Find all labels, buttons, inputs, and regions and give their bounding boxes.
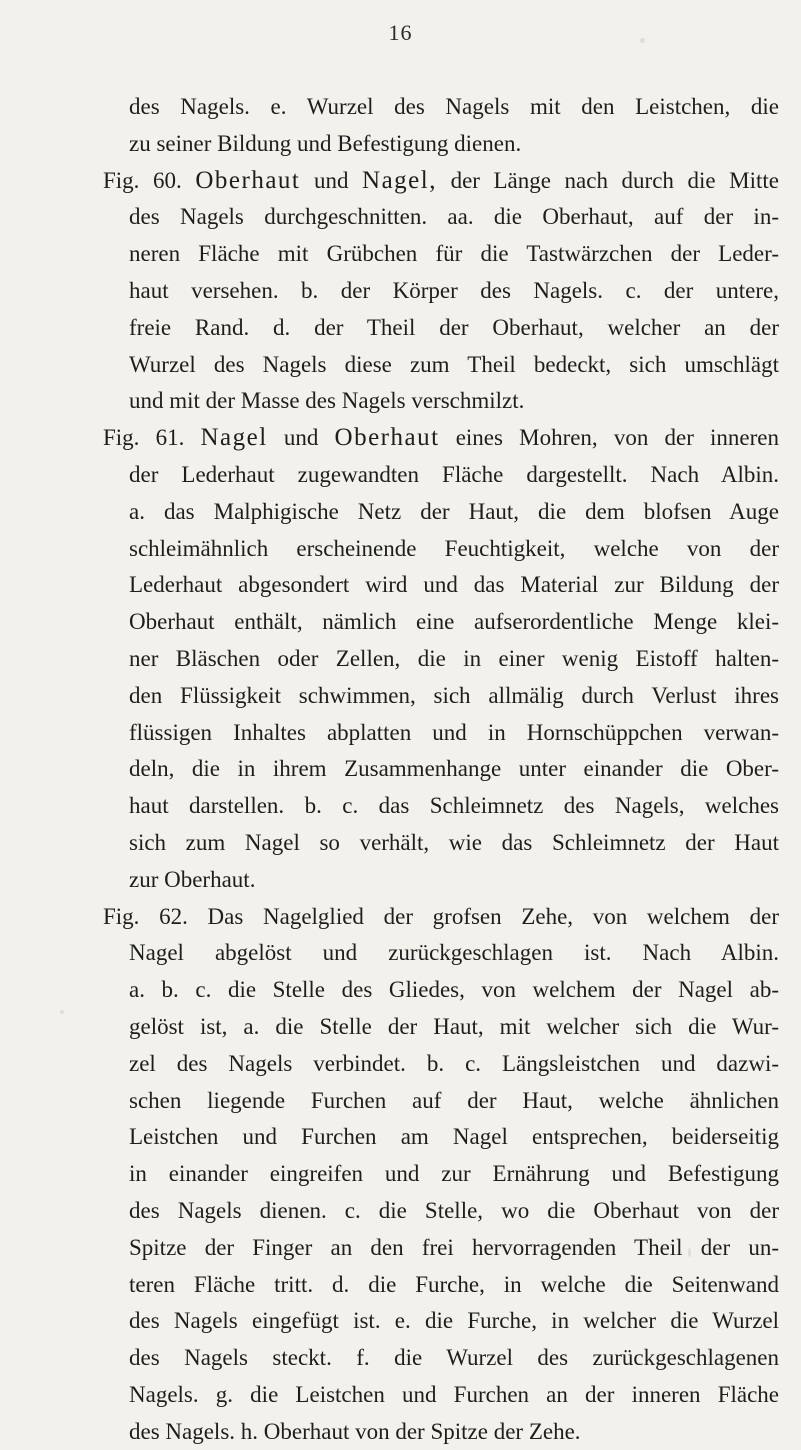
text-line: schen liegende Furchen auf der Haut, welche ähnlichen <box>129 1087 779 1113</box>
text-fragment: der Länge nach durch die Mitte <box>450 167 779 193</box>
text-line: den Flüssigkeit schwimmen, sich allmälig durch Verlust ihres <box>129 682 779 708</box>
page-number: 16 <box>388 20 413 45</box>
text-line: deln, die in ihrem Zusammenhange unter einander die Ober- <box>129 756 779 782</box>
text-line: des Nagels steckt. f. die Wurzel des zurückgeschlagenen <box>129 1345 779 1371</box>
figure-label: Fig. 61. <box>103 425 185 451</box>
caption-heading-fig-62: Fig. 62. Das Nagelglied der grofsen Zehe, von welchem der <box>103 903 779 929</box>
text-line: gelöst ist, a. die Stelle der Haut, mit welcher sich die Wur- <box>129 1013 779 1039</box>
caption-keyword: Nagel <box>200 424 268 452</box>
text-line: in einander eingreifen und zur Ernährung und Befestigung <box>129 1161 779 1187</box>
text-line: sich zum Nagel so verhält, wie das Schleimnetz der Haut <box>129 829 779 855</box>
text-line: zu seiner Bildung und Befestigung dienen. <box>129 130 522 156</box>
text-line: schleimähnlich erscheinende Feuchtigkeit, welche von der <box>129 535 779 561</box>
text-line: Wurzel des Nagels diese zum Theil bedeckt, sich umschlägt <box>129 351 779 377</box>
text-line: a. das Malphigische Netz der Haut, die dem blofsen Auge <box>129 498 779 524</box>
text-line: teren Fläche tritt. d. die Furche, in welche die Seitenwand <box>129 1271 779 1297</box>
text-fragment: eines Mohren, von der inneren <box>455 425 779 451</box>
text-line: des Nagels durchgeschnitten. aa. die Oberhaut, auf der in- <box>129 204 779 230</box>
text-line: Leistchen und Furchen am Nagel entsprechen, beiderseitig <box>129 1124 779 1150</box>
text-line: des Nagels. e. Wurzel des Nagels mit den Leistchen, die <box>129 94 779 119</box>
text-line: des Nagels dienen. c. die Stelle, wo die Oberhaut von der <box>129 1197 779 1223</box>
figure-label: Fig. 60. <box>103 167 182 193</box>
text-line: Spitze der Finger an den frei hervorragenden Theil der un- <box>129 1234 779 1260</box>
text-line: freie Rand. d. der Theil der Oberhaut, welcher an der <box>129 314 779 340</box>
text-line: des Nagels. h. Oberhaut von der Spitze der Zehe. <box>129 1418 581 1444</box>
text-line: zur Oberhaut. <box>129 866 256 892</box>
text-line: ner Bläschen oder Zellen, die in einer wenig Eistoff halten- <box>129 645 779 671</box>
paper-speck <box>60 1010 64 1014</box>
paper-speck <box>640 38 645 43</box>
caption-keyword: Nagel, <box>362 166 437 194</box>
text-line: Lederhaut abgesondert wird und das Material zur Bildung der <box>129 572 779 598</box>
text-line: Nagels. g. die Leistchen und Furchen an der inneren Fläche <box>129 1381 779 1407</box>
caption-keyword: Oberhaut <box>334 424 440 452</box>
text-line: haut darstellen. b. c. das Schleimnetz des Nagels, welches <box>129 793 779 819</box>
body-text <box>103 89 779 1450</box>
caption-keyword: Oberhaut <box>195 166 301 194</box>
caption-heading-fig-61 <box>103 420 779 457</box>
text-line: a. b. c. die Stelle des Gliedes, von welchem der Nagel ab- <box>129 977 779 1003</box>
text-line: und mit der Masse des Nagels verschmilzt. <box>129 388 525 414</box>
text-line: Nagel abgelöst und zurückgeschlagen ist. Nach Albin. <box>129 940 779 966</box>
text-line: zel des Nagels verbindet. b. c. Längsleistchen und dazwi- <box>129 1050 779 1076</box>
text-line: des Nagels eingefügt ist. e. die Furche, in welcher die Wurzel <box>129 1308 779 1334</box>
text-line: neren Fläche mit Grübchen für die Tastwärzchen der Leder- <box>129 241 779 267</box>
text-line: Oberhaut enthält, nämlich eine aufserordentliche Menge klei- <box>129 609 779 635</box>
text-line: flüssigen Inhaltes abplatten und in Hornschüppchen verwan- <box>129 719 779 745</box>
text-line: der Lederhaut zugewandten Fläche dargestellt. Nach Albin. <box>129 461 779 487</box>
text-fragment: und <box>313 167 349 193</box>
text-line: haut versehen. b. der Körper des Nagels. c. der untere, <box>129 277 779 303</box>
text-fragment: und <box>283 425 319 451</box>
caption-heading-fig-60 <box>103 163 779 200</box>
